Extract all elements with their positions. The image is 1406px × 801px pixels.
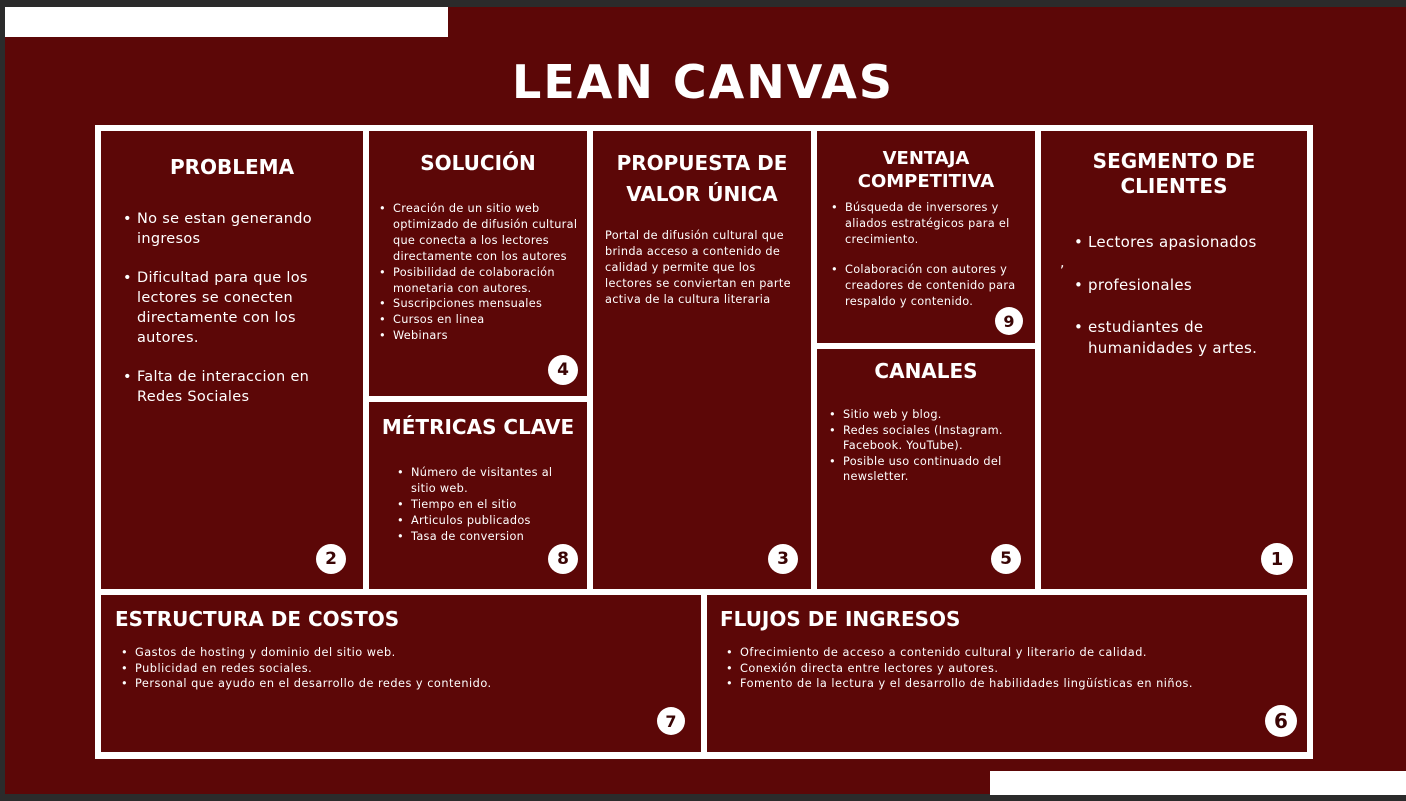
list-item: • Dificultad para que los lectores se conecten directamente con los autores. (123, 268, 351, 348)
page-title: LEAN CANVAS (512, 55, 894, 109)
list-item: • Posible uso continuado del newsletter. (829, 454, 1029, 485)
canales-heading: CANALES (874, 359, 978, 383)
costos-heading: ESTRUCTURA DE COSTOS (115, 607, 400, 631)
list-item: • Suscripciones mensuales (379, 296, 581, 312)
list-item: • Posibilidad de colaboración monetaria con autores. (379, 265, 581, 297)
number-badge: 3 (768, 544, 798, 574)
propuesta-heading: PROPUESTA DE VALOR ÚNICA (616, 151, 788, 206)
list-item: • estudiantes de humanidades y artes. (1074, 317, 1295, 359)
list-item: • Webinars (379, 328, 581, 344)
cell-ventaja-competitiva (817, 131, 1035, 343)
list-item: • Conexión directa entre lectores y autores. (726, 661, 1297, 677)
list-item: • Publicidad en redes sociales. (121, 661, 691, 677)
segmento-heading: SEGMENTO DE CLIENTES (1092, 149, 1256, 198)
list-item: • Creación de un sitio web optimizado de difusión cultural que conecta a los lectores directamente con los autores (379, 201, 581, 265)
cell-canales (817, 349, 1035, 589)
list-item: • Tiempo en el sitio (397, 497, 581, 513)
segmento-list (1074, 232, 1295, 359)
number-badge: 1 (1261, 543, 1293, 575)
propuesta-text: Portal de difusión cultural que brinda acceso a contenido de calidad y permite que los lectores se conviertan en parte activa de la cultura literaria (605, 229, 791, 306)
metricas-list (397, 465, 581, 545)
list-item: • Número de visitantes al sitio web. (397, 465, 581, 497)
number-badge: 7 (657, 707, 685, 735)
number-badge: 5 (991, 544, 1021, 574)
ingresos-heading: FLUJOS DE INGRESOS (720, 607, 961, 631)
cell-propuesta-valor (593, 131, 811, 589)
list-item: • Fomento de la lectura y el desarrollo de habilidades lingüísticas en niños. (726, 676, 1297, 692)
list-item: • Personal que ayudo en el desarrollo de redes y contenido. (121, 676, 691, 692)
solucion-list (379, 201, 581, 344)
ingresos-list (726, 645, 1297, 692)
cell-metricas-clave (369, 402, 587, 589)
list-item: • profesionales (1074, 275, 1295, 296)
list-item: • Gastos de hosting y dominio del sitio web. (121, 645, 691, 661)
cell-segmento-clientes (1041, 131, 1307, 589)
number-badge: 8 (548, 544, 578, 574)
number-badge: 4 (548, 355, 578, 385)
ventaja-heading: VENTAJA COMPETITIVA (857, 148, 995, 192)
costos-list (121, 645, 691, 692)
number-badge: 6 (1265, 705, 1297, 737)
ventaja-list (831, 200, 1029, 309)
list-item: • Lectores apasionados (1074, 232, 1295, 253)
cell-flujos-ingresos (707, 595, 1307, 752)
list-item: • Colaboración con autores y creadores de contenido para respaldo y contenido. (831, 262, 1029, 310)
list-item: • Articulos publicados (397, 513, 581, 529)
lean-canvas-grid (95, 125, 1313, 759)
list-item: • No se estan generando ingresos (123, 209, 351, 249)
cell-solucion (369, 131, 587, 396)
list-item: • Tasa de conversion (397, 529, 581, 545)
number-badge: 2 (316, 544, 346, 574)
problema-list (123, 209, 351, 407)
list-item: • Redes sociales (Instagram. Facebook. YouTube). (829, 423, 1029, 454)
list-item: • Sitio web y blog. (829, 407, 1029, 423)
cell-estructura-costos (101, 595, 701, 752)
stray-comma: , (1060, 255, 1065, 271)
list-item: • Falta de interaccion en Redes Sociales (123, 367, 351, 407)
list-item: • Búsqueda de inversores y aliados estratégicos para el crecimiento. (831, 200, 1029, 248)
list-item: • Ofrecimiento de acceso a contenido cultural y literario de calidad. (726, 645, 1297, 661)
top-white-bar (5, 7, 448, 37)
problema-heading: PROBLEMA (169, 155, 295, 179)
metricas-heading: MÉTRICAS CLAVE (381, 415, 575, 439)
list-item: • Cursos en linea (379, 312, 581, 328)
number-badge: 9 (995, 307, 1023, 335)
cell-problema (101, 131, 363, 589)
solucion-heading: SOLUCIÓN (420, 151, 536, 175)
canales-list (829, 407, 1029, 485)
bottom-white-bar (990, 771, 1406, 795)
